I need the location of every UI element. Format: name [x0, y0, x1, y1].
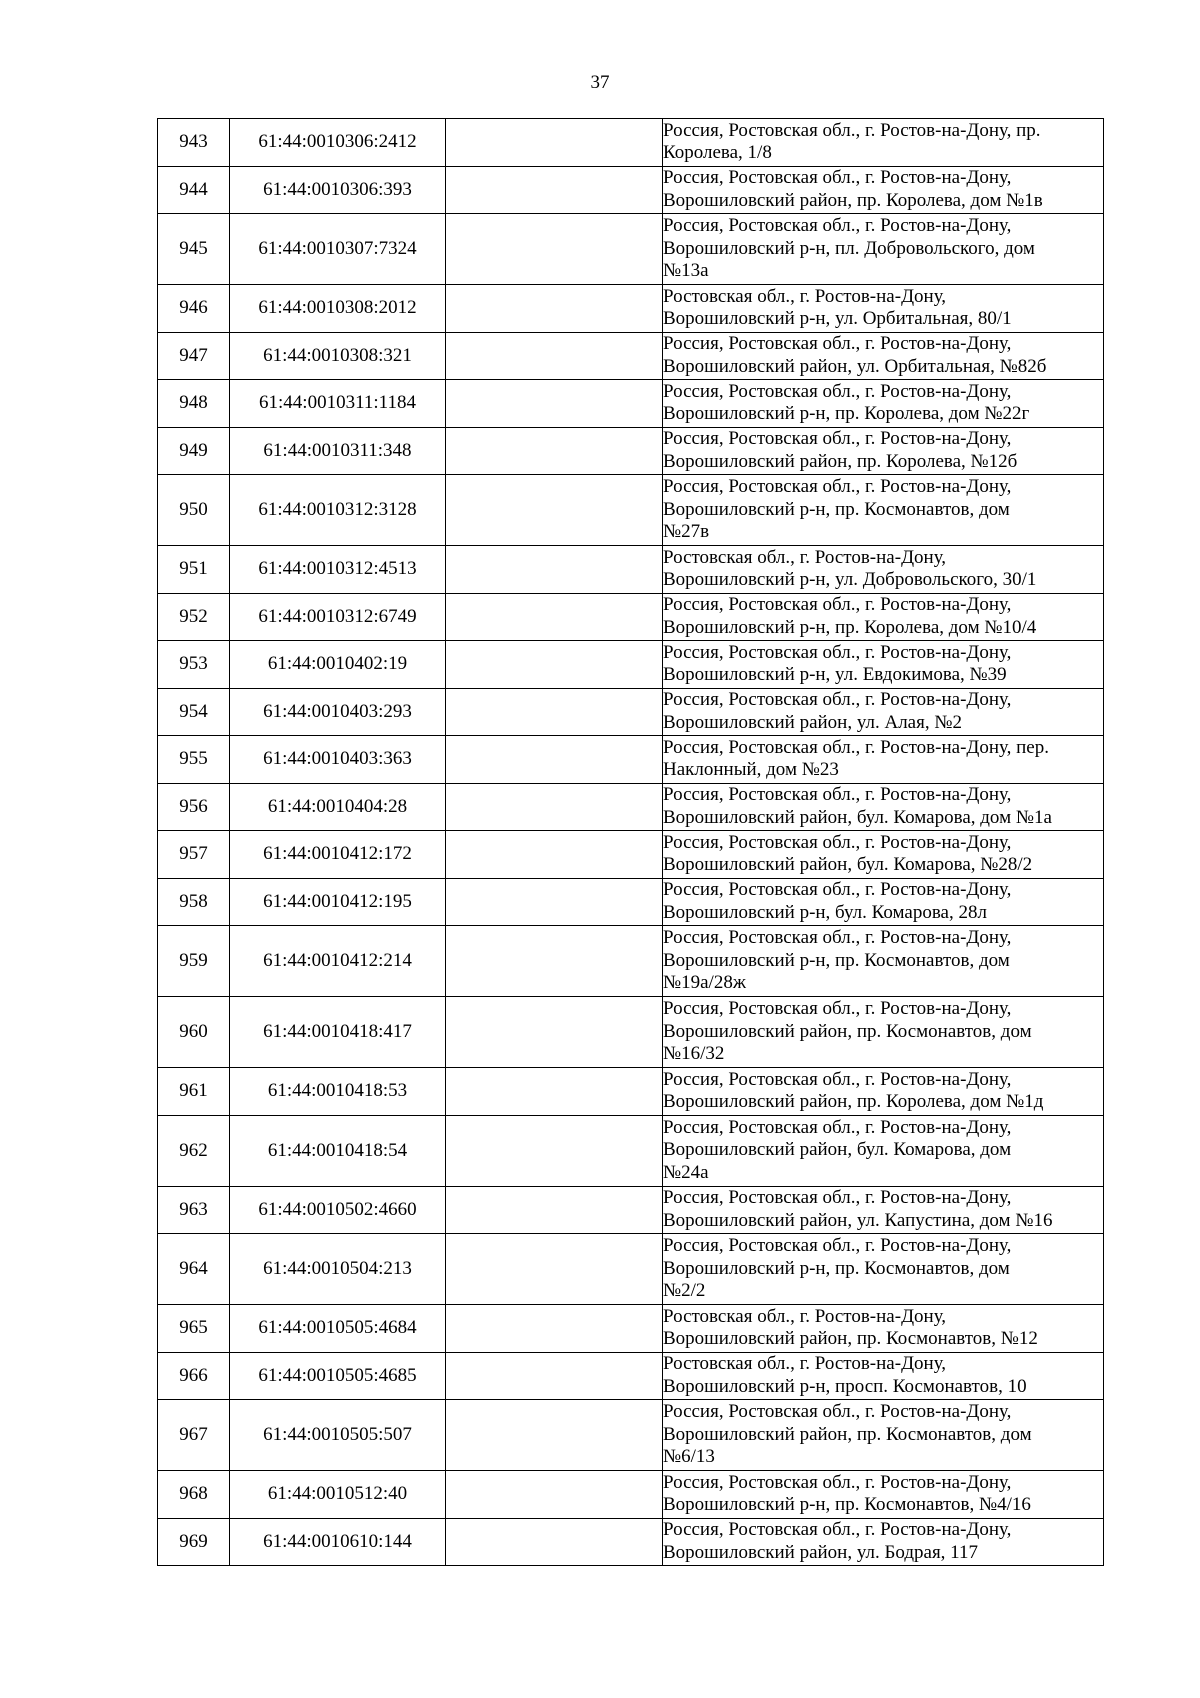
table-row	[158, 1186, 1104, 1234]
row-number-cell: 947	[158, 332, 230, 380]
row-number-cell: 955	[158, 736, 230, 784]
table-row	[158, 332, 1104, 380]
table-row	[158, 641, 1104, 689]
empty-cell	[446, 783, 663, 831]
empty-cell	[446, 285, 663, 333]
cadastral-number-cell: 61:44:0010312:3128	[230, 475, 446, 546]
address-line: Россия, Ростовская обл., г. Ростов-на-Дону,	[663, 167, 1012, 189]
cadastral-number-cell: 61:44:0010306:393	[230, 166, 446, 214]
row-number-cell: 944	[158, 166, 230, 214]
address-line: №27в	[663, 521, 710, 543]
address-line: Ворошиловский район, ул. Алая, №2	[663, 711, 962, 733]
cadastral-number-cell: 61:44:0010512:40	[230, 1471, 446, 1519]
cadastral-number-cell: 61:44:0010418:53	[230, 1068, 446, 1116]
table-row	[158, 831, 1104, 879]
row-number-cell: 962	[158, 1115, 230, 1186]
address-line: №6/13	[663, 1446, 715, 1468]
cadastral-table	[157, 118, 1104, 1566]
address-line: №13а	[663, 260, 709, 282]
empty-cell	[446, 736, 663, 784]
address-line: Ворошиловский район, ул. Капустина, дом №16	[663, 1209, 1053, 1231]
address-line: Россия, Ростовская обл., г. Ростов-на-Дону,	[663, 831, 1012, 853]
row-number-cell: 945	[158, 214, 230, 285]
address-line: Ростовская обл., г. Ростов-на-Дону,	[663, 1305, 947, 1327]
table-row	[158, 997, 1104, 1068]
cadastral-number-cell: 61:44:0010505:4684	[230, 1305, 446, 1353]
cadastral-number-cell: 61:44:0010306:2412	[230, 119, 446, 167]
address-cell	[663, 1471, 1104, 1519]
table-row	[158, 166, 1104, 214]
address-cell	[663, 119, 1104, 167]
address-line: Ростовская обл., г. Ростов-на-Дону,	[663, 285, 947, 307]
address-line: Россия, Ростовская обл., г. Ростов-на-Дону,	[663, 879, 1012, 901]
cadastral-number-cell: 61:44:0010418:54	[230, 1115, 446, 1186]
cadastral-number-cell: 61:44:0010504:213	[230, 1234, 446, 1305]
address-cell	[663, 688, 1104, 736]
address-line: Наклонный, дом №23	[663, 759, 839, 781]
address-cell	[663, 1068, 1104, 1116]
address-cell	[663, 1400, 1104, 1471]
row-number-cell: 956	[158, 783, 230, 831]
address-cell	[663, 736, 1104, 784]
empty-cell	[446, 878, 663, 926]
address-line: Ростовская обл., г. Ростов-на-Дону,	[663, 546, 947, 568]
address-line: Россия, Ростовская обл., г. Ростов-на-Дону,	[663, 689, 1012, 711]
address-line: Ворошиловский район, ул. Орбитальная, №82б	[663, 355, 1047, 377]
cadastral-number-cell: 61:44:0010307:7324	[230, 214, 446, 285]
table-row	[158, 427, 1104, 475]
table-body	[158, 119, 1104, 1566]
table-row	[158, 546, 1104, 594]
address-line: Ворошиловский р-н, пр. Королева, дом №10/4	[663, 616, 1037, 638]
address-line: Ворошиловский район, бул. Комарова, №28/2	[663, 854, 1033, 876]
cadastral-number-cell: 61:44:0010505:4685	[230, 1352, 446, 1400]
table-row	[158, 688, 1104, 736]
table-row	[158, 926, 1104, 997]
empty-cell	[446, 166, 663, 214]
row-number-cell: 954	[158, 688, 230, 736]
address-cell	[663, 641, 1104, 689]
table-row	[158, 214, 1104, 285]
row-number-cell: 968	[158, 1471, 230, 1519]
address-cell	[663, 1352, 1104, 1400]
address-cell	[663, 427, 1104, 475]
address-line: Россия, Ростовская обл., г. Ростов-на-Дону, пр.	[663, 119, 1041, 141]
row-number-cell: 959	[158, 926, 230, 997]
table-row	[158, 475, 1104, 546]
address-cell	[663, 878, 1104, 926]
empty-cell	[446, 214, 663, 285]
cadastral-number-cell: 61:44:0010308:2012	[230, 285, 446, 333]
address-line: №16/32	[663, 1043, 725, 1065]
row-number-cell: 952	[158, 593, 230, 641]
address-line: Россия, Ростовская обл., г. Ростов-на-Дону, пер.	[663, 736, 1049, 758]
table-row	[158, 1352, 1104, 1400]
address-line: Россия, Ростовская обл., г. Ростов-на-Дону,	[663, 594, 1012, 616]
row-number-cell: 951	[158, 546, 230, 594]
row-number-cell: 964	[158, 1234, 230, 1305]
table-row	[158, 1068, 1104, 1116]
address-cell	[663, 1115, 1104, 1186]
cadastral-number-cell: 61:44:0010311:348	[230, 427, 446, 475]
address-cell	[663, 475, 1104, 546]
table-row	[158, 593, 1104, 641]
empty-cell	[446, 926, 663, 997]
address-line: Ворошиловский р-н, пр. Королева, дом №22г	[663, 403, 1030, 425]
address-line: №2/2	[663, 1280, 706, 1302]
cadastral-number-cell: 61:44:0010402:19	[230, 641, 446, 689]
address-cell	[663, 214, 1104, 285]
address-line: Ворошиловский р-н, ул. Евдокимова, №39	[663, 664, 1007, 686]
address-cell	[663, 380, 1104, 428]
row-number-cell: 950	[158, 475, 230, 546]
address-cell	[663, 1186, 1104, 1234]
empty-cell	[446, 427, 663, 475]
address-cell	[663, 593, 1104, 641]
address-line: Россия, Ростовская обл., г. Ростов-на-Дону,	[663, 998, 1012, 1020]
address-line: Ворошиловский район, пр. Космонавтов, №12	[663, 1328, 1038, 1350]
cadastral-number-cell: 61:44:0010311:1184	[230, 380, 446, 428]
table-row	[158, 119, 1104, 167]
table-row	[158, 878, 1104, 926]
table-row	[158, 783, 1104, 831]
address-line: Россия, Ростовская обл., г. Ростов-на-Дону,	[663, 641, 1012, 663]
row-number-cell: 969	[158, 1518, 230, 1566]
cadastral-number-cell: 61:44:0010308:321	[230, 332, 446, 380]
address-line: Ворошиловский р-н, пр. Космонавтов, дом	[663, 498, 1010, 520]
empty-cell	[446, 1352, 663, 1400]
address-line: Россия, Ростовская обл., г. Ростов-на-Дону,	[663, 1187, 1012, 1209]
address-cell	[663, 1305, 1104, 1353]
empty-cell	[446, 1305, 663, 1353]
empty-cell	[446, 593, 663, 641]
address-line: Ворошиловский р-н, ул. Орбитальная, 80/1	[663, 308, 1012, 330]
address-line: Россия, Ростовская обл., г. Ростов-на-Дону,	[663, 380, 1012, 402]
address-line: Россия, Ростовская обл., г. Ростов-на-Дону,	[663, 1068, 1012, 1090]
address-line: Ворошиловский район, ул. Бодрая, 117	[663, 1541, 978, 1563]
address-line: Россия, Ростовская обл., г. Ростов-на-Дону,	[663, 1401, 1012, 1423]
table-row	[158, 285, 1104, 333]
address-line: Ворошиловский р-н, просп. Космонавтов, 10	[663, 1375, 1027, 1397]
empty-cell	[446, 1400, 663, 1471]
cadastral-number-cell: 61:44:0010403:363	[230, 736, 446, 784]
row-number-cell: 965	[158, 1305, 230, 1353]
empty-cell	[446, 1234, 663, 1305]
address-cell	[663, 997, 1104, 1068]
table-row	[158, 1400, 1104, 1471]
table-row	[158, 1471, 1104, 1519]
cadastral-number-cell: 61:44:0010404:28	[230, 783, 446, 831]
address-line: Ворошиловский р-н, пр. Космонавтов, дом	[663, 949, 1010, 971]
cadastral-number-cell: 61:44:0010505:507	[230, 1400, 446, 1471]
cadastral-number-cell: 61:44:0010412:172	[230, 831, 446, 879]
address-cell	[663, 1234, 1104, 1305]
address-line: Ворошиловский район, пр. Космонавтов, дом	[663, 1020, 1032, 1042]
cadastral-number-cell: 61:44:0010312:4513	[230, 546, 446, 594]
empty-cell	[446, 1471, 663, 1519]
address-line: Россия, Ростовская обл., г. Ростов-на-Дону,	[663, 927, 1012, 949]
empty-cell	[446, 831, 663, 879]
address-cell	[663, 546, 1104, 594]
address-line: Ворошиловский р-н, бул. Комарова, 28л	[663, 901, 987, 923]
row-number-cell: 946	[158, 285, 230, 333]
table-row	[158, 1115, 1104, 1186]
table-row	[158, 1305, 1104, 1353]
empty-cell	[446, 332, 663, 380]
address-line: №24а	[663, 1161, 709, 1183]
row-number-cell: 943	[158, 119, 230, 167]
address-line: Ворошиловский район, пр. Королева, дом №1д	[663, 1091, 1044, 1113]
address-cell	[663, 285, 1104, 333]
row-number-cell: 960	[158, 997, 230, 1068]
empty-cell	[446, 475, 663, 546]
address-cell	[663, 831, 1104, 879]
empty-cell	[446, 1518, 663, 1566]
address-line: Россия, Ростовская обл., г. Ростов-на-Дону,	[663, 1235, 1012, 1257]
table-row	[158, 380, 1104, 428]
cadastral-number-cell: 61:44:0010418:417	[230, 997, 446, 1068]
address-cell	[663, 783, 1104, 831]
address-line: Ростовская обл., г. Ростов-на-Дону,	[663, 1353, 947, 1375]
address-line: Королева, 1/8	[663, 142, 772, 164]
address-line: Россия, Ростовская обл., г. Ростов-на-Дону,	[663, 333, 1012, 355]
address-cell	[663, 1518, 1104, 1566]
address-line: Ворошиловский район, бул. Комарова, дом	[663, 1139, 1012, 1161]
address-line: Ворошиловский р-н, ул. Добровольского, 30/1	[663, 569, 1037, 591]
empty-cell	[446, 1115, 663, 1186]
empty-cell	[446, 1068, 663, 1116]
empty-cell	[446, 380, 663, 428]
row-number-cell: 961	[158, 1068, 230, 1116]
address-line: Ворошиловский район, пр. Космонавтов, дом	[663, 1423, 1032, 1445]
address-line: Россия, Ростовская обл., г. Ростов-на-Дону,	[663, 476, 1012, 498]
empty-cell	[446, 1186, 663, 1234]
row-number-cell: 957	[158, 831, 230, 879]
address-line: Ворошиловский район, пр. Королева, дом №1в	[663, 189, 1043, 211]
address-line: Ворошиловский р-н, пл. Добровольского, дом	[663, 237, 1035, 259]
address-line: Россия, Ростовская обл., г. Ростов-на-Дону,	[663, 215, 1012, 237]
address-line: №19а/28ж	[663, 972, 746, 994]
address-line: Россия, Ростовская обл., г. Ростов-на-Дону,	[663, 784, 1012, 806]
address-line: Россия, Ростовская обл., г. Ростов-на-Дону,	[663, 1471, 1012, 1493]
address-line: Россия, Ростовская обл., г. Ростов-на-Дону,	[663, 1519, 1012, 1541]
address-line: Ворошиловский р-н, пр. Космонавтов, дом	[663, 1257, 1010, 1279]
row-number-cell: 967	[158, 1400, 230, 1471]
address-cell	[663, 166, 1104, 214]
address-line: Россия, Ростовская обл., г. Ростов-на-Дону,	[663, 1116, 1012, 1138]
address-cell	[663, 332, 1104, 380]
address-line: Ворошиловский район, пр. Королева, №12б	[663, 450, 1018, 472]
address-line: Ворошиловский р-н, пр. Космонавтов, №4/16	[663, 1494, 1031, 1516]
row-number-cell: 949	[158, 427, 230, 475]
row-number-cell: 953	[158, 641, 230, 689]
cadastral-number-cell: 61:44:0010412:195	[230, 878, 446, 926]
row-number-cell: 963	[158, 1186, 230, 1234]
address-cell	[663, 926, 1104, 997]
empty-cell	[446, 546, 663, 594]
cadastral-number-cell: 61:44:0010403:293	[230, 688, 446, 736]
address-line: Россия, Ростовская обл., г. Ростов-на-Дону,	[663, 428, 1012, 450]
table-row	[158, 1234, 1104, 1305]
cadastral-number-cell: 61:44:0010312:6749	[230, 593, 446, 641]
row-number-cell: 958	[158, 878, 230, 926]
table-row	[158, 736, 1104, 784]
row-number-cell: 966	[158, 1352, 230, 1400]
table-row	[158, 1518, 1104, 1566]
empty-cell	[446, 997, 663, 1068]
page-number: 37	[590, 72, 610, 93]
cadastral-number-cell: 61:44:0010412:214	[230, 926, 446, 997]
empty-cell	[446, 688, 663, 736]
cadastral-number-cell: 61:44:0010502:4660	[230, 1186, 446, 1234]
row-number-cell: 948	[158, 380, 230, 428]
address-line: Ворошиловский район, бул. Комарова, дом №1а	[663, 806, 1052, 828]
empty-cell	[446, 119, 663, 167]
cadastral-number-cell: 61:44:0010610:144	[230, 1518, 446, 1566]
empty-cell	[446, 641, 663, 689]
